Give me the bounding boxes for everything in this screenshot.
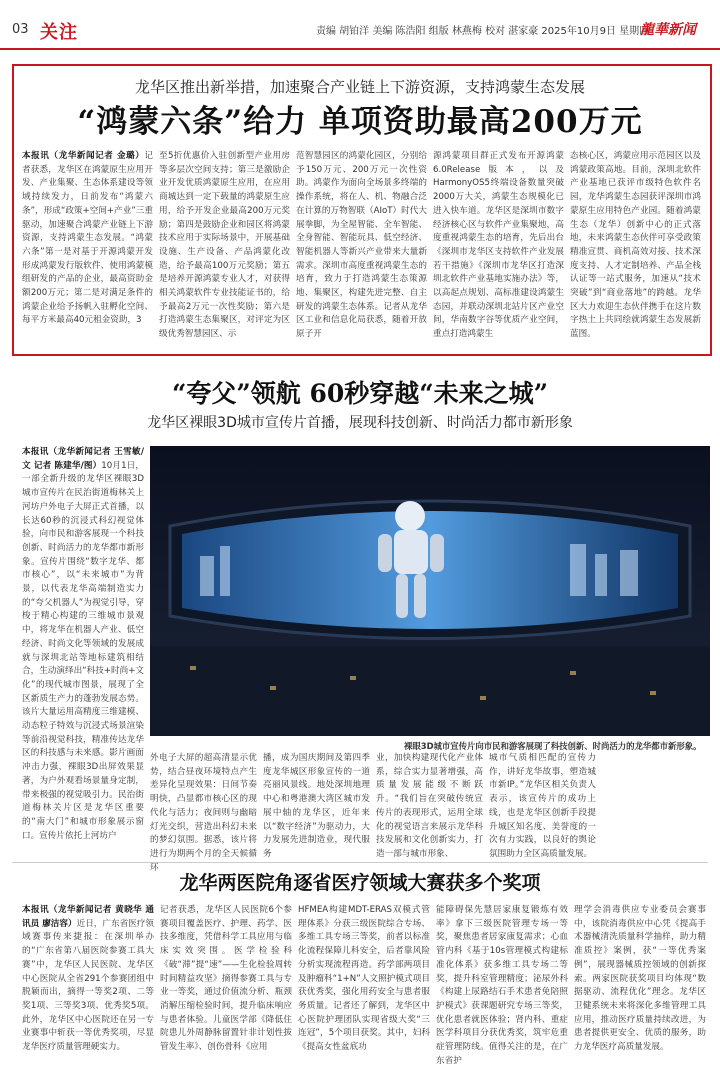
article1-body bbox=[22, 150, 702, 350]
page-number: 03 bbox=[12, 22, 29, 37]
billboard-illustration bbox=[150, 446, 710, 736]
article3-col5: 理学会消毒供应专业委员会赛事中，该院消毒供应中心凭《提高手术器械清洗质量科学抽样，助力精准质控》案例，获“一等优秀案例”，展现器械质控领域的创新探索。两家医院获奖项目均体现“数据驱动、流程优化”理念。龙华区卫健系统未来将深化多维管理工具应用，推动医疗质量持续改进，为患者提供更安全、优质的服务，助力龙华医疗高质量发展。 bbox=[574, 905, 706, 1053]
article3-col2: 记者获悉，龙华区人民医院6个参赛项目覆盖医疗、护理、药学、医技多维度，凭借科学工具应用与临床实效突围。医学检验科《破“滞”提“速”——生化检验周转时间精益攻坚》摘得参赛工具与专业一等奖，通过价值流分析、瓶颈消解压缩检验时间，提升临床响应与患者体验。儿童医学部《降低住院患儿外周静脉留置针非计划性拔管发生率》、创伤骨科《应用 bbox=[160, 905, 292, 1053]
article2-col4: 业，加快构建现代化产业体系，综合实力显著增强，高质量发展能级不断跃升。“我们旨在突破传统宣传片的表现形式，运用全球化的视觉语言来展示龙华科技发展和文化创新实力，打造一部与城市形象、 bbox=[376, 753, 483, 859]
article3-title: 龙华两医院角逐省医疗领域大赛获多个奖项 bbox=[179, 872, 541, 894]
article1-col2: 至5折优惠价入驻创新型产业用房等多层次空间支持；第三是激励企业开发优质鸿蒙原生应用，在应用商城达到一定下载量的鸿蒙原生应用，给予开发企业最高200万元奖励；第四是鼓励企业和园区将鸿蒙技术应用于实际场景中，开展基础设施、生产设备、产品鸿蒙化改造，给予最高100万元奖励；第五是培养开源鸿蒙专业人才，对获得相关鸿蒙软件专业技能证书的，给予最高2万元一次性奖励；第六是打造鸿蒙生态集聚区，对评定为区级优秀智慧园区、示 bbox=[159, 151, 290, 340]
header-rule bbox=[0, 48, 720, 50]
article3-col3: HFMEA构建MDT-ERAS双模式管理体系》分获三级医院综合专场、多维工具专场三等奖，前者以标准化流程保障儿科安全，后者靠风险分析实现流程再造。药学部两项目及肿瘤科“1+N”人文照护模式项目获优秀奖，强化用药安全与患者服务质量。记者还了解到，龙华区中心医院护理团队实现省级大奖“三连冠”，5个项目获奖。其中，妇科《提高女性盆底功 bbox=[298, 905, 430, 1053]
article3-body bbox=[22, 904, 712, 1068]
article2-col2: 外电子大屏的超高清显示优势，结合昼夜环境特点产生差异化呈现效果：日间节奏明快，凸显都市核心区的现代化与活力；夜间则与幽暗灯光交织，营造出科幻未来的梦幻氛围。据悉，该片将进行为期两个月的全天候循环 bbox=[150, 753, 257, 873]
article2-subtitle: 龙华区裸眼3D城市宣传片首播，展现科技创新、时尚活力都市新形象 bbox=[147, 415, 573, 431]
article1-subtitle: 龙华区推出新举措，加速聚合产业链上下游资源，支持鸿蒙生态发展 bbox=[134, 78, 585, 96]
article1-col3: 范智慧园区的鸿蒙化园区，分别给予150万元、200万元一次性资助。鸿蒙作为面向全场景多终端的操作系统，将在人、机、物融合泛在计算的万物智联（AIoT）时代大展拳脚，为全屋智能、全车智能、全身智能、智能玩具、低空经济、智能机器人等新兴产业带来大量新需求。深圳市高度重视鸿蒙生态的培育，致力于打造鸿蒙生态策源地、集聚区，构建先进完整、自主研发的鸿蒙生态体系。记者从龙华区工业和信息化局获悉，随着开放原子开 bbox=[296, 151, 427, 340]
credits-line: 责编 胡铂洋 美编 陈浩阳 组版 林燕梅 校对 湛家豪 2025年10月9日 星期四 bbox=[316, 26, 650, 37]
article3-col1: 本报讯（龙华新闻记者 黄晓华 通讯员 廖洁容）近日，广东省医疗领域赛事传来捷报：在深圳举办的“广东省第八届医院参赛工具大赛”中，龙华区人民医院、龙华区中心医院从全省291个参赛团组中脱颖而出，摘得一等奖2项、二等奖1项、三等奖3项、优秀奖5项。此外，龙华区中心医院还在另一专业赛事中斩获一等优秀奖项，尽显龙华医疗质量管理硬实力。 bbox=[22, 905, 154, 1053]
article2-lead: 本报讯（龙华新闻记者 王雪敏/文 记者 陈建华/图） bbox=[22, 447, 144, 471]
article2-title: “夸父”领航 60秒穿越“未来之城” bbox=[171, 379, 548, 408]
photo-caption: 裸眼3D城市宣传片向市民和游客展现了科技创新、时尚活力的龙华都市新形象。 bbox=[404, 741, 702, 751]
article3-lead: 本报讯（龙华新闻记者 黄晓华 通讯员 廖洁容） bbox=[22, 905, 154, 929]
article2-body bbox=[150, 752, 710, 873]
article1-title: “鸿蒙六条”给力 单项资助最高200万元 bbox=[77, 104, 643, 140]
billboard-photo bbox=[150, 446, 710, 736]
article2-col3: 播，成为国庆期间及第四季度龙华城区形象宣传的一道亮丽风景线。地处深圳地理中心和粤港澳大湾区城市发展中轴的龙华区，近年来以“数字经济”为驱动力，大力发展先进制造业，现代服务 bbox=[263, 753, 370, 859]
article2-col5: 城市气质相匹配的宣传力作，讲好龙华故事，塑造城市新IP。”龙华区相关负责人表示，该宣传片的成功上线，也是龙华区创新手段提升城区知名度、美誉度的一次有力实践，以良好的舆论氛围助力全区高质量发展。 bbox=[489, 753, 596, 859]
newspaper-logo: 龍華新闻 bbox=[640, 22, 696, 38]
section-title: 关注 bbox=[40, 22, 78, 43]
section-divider bbox=[12, 862, 708, 863]
article1-col5: 态核心区，鸿蒙应用示范园区以及鸿蒙政策高地。目前，深圳北软件产业基地已获评市级特色软件名园，龙华鸿蒙生态园获评深圳市鸿蒙原生应用特色产业园。随着鸿蒙生态（龙华）创新中心的正式落地，未来鸿蒙生态伙伴可享受政策精准宣贯、商机高效对接、技术深度支持、人才定制培养、产品全栈认证等一站式服务，加速从“技术突破”到“商业落地”的跨越。龙华区大力欢迎生态伙伴携手在这片数字热土上共同绘就鸿蒙生态发展新蓝图。 bbox=[570, 151, 701, 340]
article1-lead: 本报讯（龙华新闻记者 金璐） bbox=[22, 151, 145, 161]
article2-col1: 本报讯（龙华新闻记者 王雪敏/文 记者 陈建华/图）10月1日，一部全新升级的龙华区裸眼3D城市宣传片在民治街道梅林关上河坊户外电子大屏正式首播，以长达60秒的沉浸式科幻视觉体验，向市民和游客展现一个科技创新、时尚活力的龙华都市新形象。宣传片围绕“数字龙华、都市核心”，以“未来城市”为背景，以代表龙华高端制造实力的“夸父机器人”为视觉引导，穿梭于精心构建的三维城市景观中，将龙华在机器人产业、低空经济、时尚文化等领域的发展成就与深圳北站等地标建筑相结合，生动演绎出“科技+时尚+文化”的现代城市图景，展现了全区新质生产力的蓬勃发展态势。该片大量运用高精度三维建模、动态粒子特效与沉浸式场景渲染等前沿视觉科技，精准传达龙华区的科技感与未来感。影片画面冲击力强，裸眼3D出屏效果显著，为户外观看场景量身定制，带来极强的视觉吸引力。民治街道梅林关片区是龙华区重要的“南大门”和城市形象展示窗口。宣传片依托上河坊户 bbox=[22, 447, 144, 841]
article3-col4: 能障碍保先慧居家康复锻炼有效率》拿下三级医院管理专场一等奖，聚焦患者居家康复需求；心血管内科《基于10s管理模式构建标准化体系》获多维工具专场二等奖，提升科室管理精度；泌尿外科《构建上尿路结石手术患者免陪照护模式》获课题研究专场三等奖，优化患者就医体验；肾内科、重症医学科项目分获优秀奖，筑牢危重症管理防线。值得关注的是，在广东省护 bbox=[436, 905, 568, 1066]
article1-col4: 源鸿蒙项目群正式发布开源鸿蒙6.0Release版本，以及HarmonyOS5终端设备数量突破2000万大关，鸿蒙生态规模化已进入快车道。龙华区是深圳市数字经济核心区与软件产业集聚地，高度重视鸿蒙生态的培育，先后出台《深圳市龙华区支持软件产业发展若干措施》《深圳市龙华区打造深圳北软件产业基地实施办法》等，以高起点规划、高标准建设鸿蒙生态园，并联动深圳北站片区产业空间，华南数字谷等优质产业空间，重点打造鸿蒙生 bbox=[433, 151, 564, 340]
article1-col1: 本报讯（龙华新闻记者 金璐）记者获悉，龙华区在鸿蒙原生应用开发、产业集聚、生态体系建设等领域持续发力，日前发布“鸿蒙六条”，形成“政策+空间+产业”三重驱动，加速聚合鸿蒙产业链上下游资源，支持鸿蒙生态发展。“鸿蒙六条”第一是对基于开源鸿蒙开发形成鸿蒙发行版软件、使用鸿蒙模组研发的产品的企业，最高资助金额200万元；第二是对满足条件的鸿蒙企业给予扬帆入驻孵化空间、每平方米最高40元租金资助，3 bbox=[22, 151, 153, 326]
